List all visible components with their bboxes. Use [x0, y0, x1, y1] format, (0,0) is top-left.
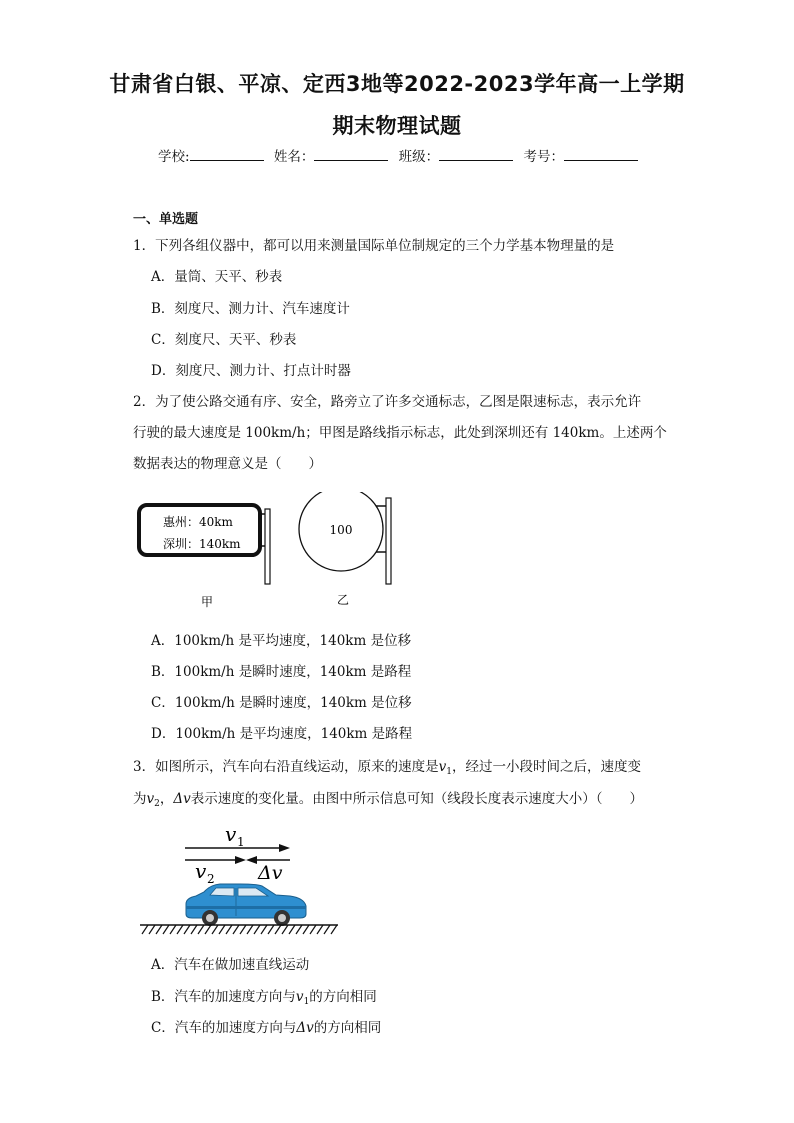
q3-stem-l2-mid: ，	[159, 791, 174, 807]
v2-label: v	[195, 859, 207, 883]
speed-sign-pole	[386, 498, 391, 584]
q2-option-c: C．100km/h 是瞬时速度，140km 是位移	[151, 695, 412, 711]
q3-option-c-post: 的方向相同	[313, 1020, 382, 1036]
q3-option-b-sub: 1	[303, 997, 310, 1007]
q3-option-b-pre: B．汽车的加速度方向与	[151, 989, 296, 1005]
car-icon	[186, 884, 306, 926]
hatch-mark	[240, 925, 246, 934]
hatch-mark	[282, 925, 288, 934]
page-title-line2: 期末物理试题	[332, 114, 462, 138]
q3-stem-line2	[133, 787, 643, 809]
school-label: 学校:	[158, 149, 190, 165]
delta-v-symbol: Δv	[173, 791, 191, 807]
q1-option-a: A．量筒、天平、秒表	[151, 269, 283, 285]
school-blank[interactable]	[190, 147, 264, 161]
q2-stem-line1: 2．为了使公路交通有序、安全，路旁立了许多交通标志，乙图是限速标志，表示允许	[133, 394, 642, 410]
hatch-mark	[184, 925, 190, 934]
q1-stem: 1．下列各组仪器中，都可以用来测量国际单位制规定的三个力学基本物理量的是	[133, 238, 615, 254]
q3-stem-l2-pre: 为	[133, 791, 147, 807]
route-sign-line1: 惠州：40km	[163, 515, 233, 529]
v2-label-sub: 2	[207, 872, 215, 886]
q1-option-b: B．刻度尺、测力计、汽车速度计	[151, 301, 350, 317]
v1-label-sub: 1	[237, 835, 245, 849]
hatch-mark	[324, 925, 330, 934]
q2-option-a: A．100km/h 是平均速度，140km 是位移	[151, 633, 412, 649]
hatch-mark	[254, 925, 260, 934]
v2-arrowhead	[235, 856, 246, 864]
hatch-mark	[170, 925, 176, 934]
q3-stem-line1	[133, 755, 641, 777]
v1-arrowhead	[279, 844, 290, 852]
q3-option-a: A．汽车在做加速直线运动	[151, 957, 310, 973]
hatch-mark	[198, 925, 204, 934]
hatch-mark	[247, 925, 253, 934]
q3-option-b	[151, 985, 377, 1007]
q3-option-c	[151, 1016, 381, 1036]
section-title: 一、单选题	[133, 212, 199, 227]
hatch-mark	[212, 925, 218, 934]
hatch-mark	[303, 925, 309, 934]
q3-option-c-pre: C．汽车的加速度方向与	[151, 1020, 297, 1036]
route-sign-pole	[265, 509, 270, 584]
q3-stem-l2-post: 表示速度的变化量。由图中所示信息可知（线段长度表示速度大小）（ ）	[190, 791, 644, 807]
speed-limit-value: 100	[329, 523, 353, 537]
q2-option-d: D．100km/h 是平均速度，140km 是路程	[151, 726, 413, 742]
hatch-mark	[296, 925, 302, 934]
q3-option-c-dv: Δv	[296, 1020, 314, 1036]
name-label: 姓名：	[273, 149, 315, 165]
q2-stem-line2: 行驶的最大速度是 100km/h；甲图是路线指示标志，此处到深圳还有 140km。上述两个	[133, 425, 667, 441]
hatch-mark	[156, 925, 162, 934]
caption-yi: 乙	[336, 593, 350, 607]
q3-option-b-post: 的方向相同	[309, 989, 377, 1005]
hatch-mark	[275, 925, 281, 934]
caption-jia: 甲	[201, 595, 214, 609]
exam-number-blank[interactable]	[564, 147, 638, 161]
hatch-mark	[310, 925, 316, 934]
hatch-mark	[163, 925, 169, 934]
q2-stem-line3: 数据表达的物理意义是（ ）	[133, 456, 322, 472]
v1-symbol: v	[438, 759, 447, 775]
hatch-mark	[268, 925, 274, 934]
v2-subscript: 2	[154, 799, 160, 809]
hatch-mark	[226, 925, 232, 934]
q3-option-b-v: v	[295, 989, 304, 1005]
q3-stem-l1-pre: 3．如图所示，汽车向右沿直线运动，原来的速度是	[133, 759, 439, 775]
hatch-mark	[317, 925, 323, 934]
v1-label: v	[225, 822, 237, 846]
q3-stem-l1-post: ，经过一小段时间之后，速度变	[451, 759, 641, 775]
class-label: 班级：	[398, 149, 440, 165]
class-blank[interactable]	[439, 147, 513, 161]
hatch-mark	[261, 925, 267, 934]
hatch-mark	[142, 925, 148, 934]
traffic-signs-figure	[130, 492, 410, 612]
q1-option-c: C．刻度尺、天平、秒表	[151, 332, 297, 348]
hatch-mark	[289, 925, 295, 934]
hatch-mark	[191, 925, 197, 934]
delta-v-arrowhead	[246, 856, 257, 864]
page-title-line1: 甘肃省白银、平凉、定西3地等2022-2023学年高一上学期	[109, 72, 685, 96]
q1-option-d: D．刻度尺、测力计、打点计时器	[151, 363, 351, 379]
hatch-mark	[205, 925, 211, 934]
ground-hatching	[142, 925, 337, 934]
name-blank[interactable]	[314, 147, 388, 161]
hatch-mark	[149, 925, 155, 934]
exam-number-label: 考号：	[523, 149, 564, 165]
route-sign-line2: 深圳：140km	[163, 537, 241, 551]
hatch-mark	[331, 925, 337, 934]
v2-symbol: v	[146, 791, 155, 807]
car-velocity-figure	[130, 818, 350, 943]
hatch-mark	[177, 925, 183, 934]
v1-subscript: 1	[446, 767, 452, 777]
hatch-mark	[219, 925, 225, 934]
student-info-row	[0, 145, 794, 165]
delta-v-label: Δv	[258, 862, 283, 884]
hatch-mark	[233, 925, 239, 934]
q2-option-b: B．100km/h 是瞬时速度，140km 是路程	[151, 664, 412, 680]
